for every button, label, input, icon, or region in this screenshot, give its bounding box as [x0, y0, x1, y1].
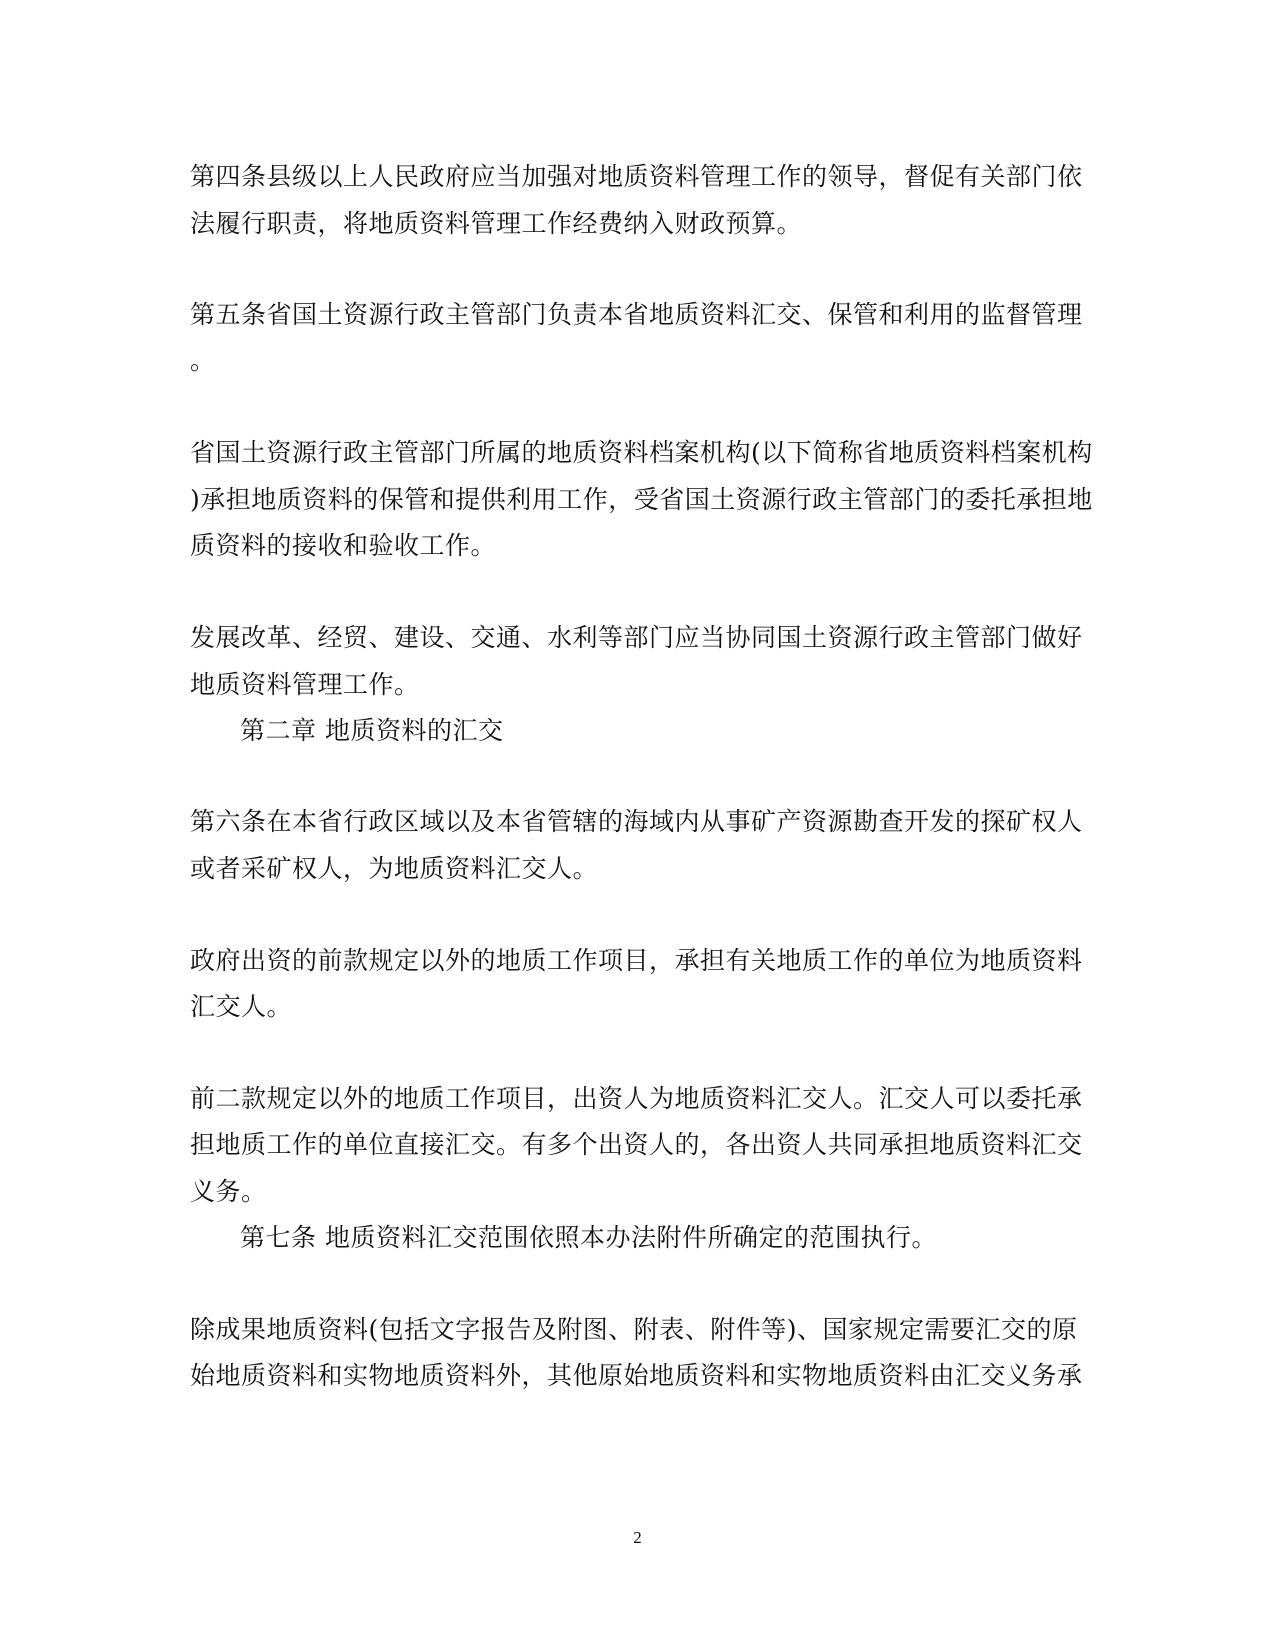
text-line: 除成果地质资料(包括文字报告及附图、附表、附件等)、国家规定需要汇交的原 [190, 1315, 1078, 1344]
text-line: 或者采矿权人，为地质资料汇交人。 [190, 854, 599, 883]
text-line: 政府出资的前款规定以外的地质工作项目，承担有关地质工作的单位为地质资料 [190, 946, 1083, 975]
page-number: 2 [633, 1528, 642, 1547]
text-line: 地质资料管理工作。 [190, 670, 420, 699]
text-line: 省国土资源行政主管部门所属的地质资料档案机构(以下简称省地质资料档案机构 [190, 438, 1093, 467]
text-line: 汇交人。 [190, 992, 293, 1021]
text-line: 始地质资料和实物地质资料外，其他原始地质资料和实物地质资料由汇交义务承 [190, 1361, 1083, 1390]
article-heading: 第七条 地质资料汇交范围依照本办法附件所确定的范围执行。 [240, 1223, 937, 1252]
text-line: 。 [190, 346, 216, 375]
text-line: 第五条省国土资源行政主管部门负责本省地质资料汇交、保管和利用的监督管理 [190, 300, 1083, 329]
chapter-heading: 第二章 地质资料的汇交 [240, 716, 504, 745]
text-line: 前二款规定以外的地质工作项目，出资人为地质资料汇交人。汇交人可以委托承 [190, 1084, 1083, 1113]
text-line: 义务。 [190, 1177, 267, 1206]
text-line: 质资料的接收和验收工作。 [190, 531, 497, 560]
text-line: 发展改革、经贸、建设、交通、水利等部门应当协同国土资源行政主管部门做好 [190, 623, 1083, 652]
text-line: 第四条县级以上人民政府应当加强对地质资料管理工作的领导，督促有关部门依 [190, 162, 1083, 191]
text-line: 法履行职责，将地质资料管理工作经费纳入财政预算。 [190, 209, 803, 238]
text-line: )承担地质资料的保管和提供利用工作，受省国土资源行政主管部门的委托承担地 [190, 485, 1093, 514]
text-line: 担地质工作的单位直接汇交。有多个出资人的，各出资人共同承担地质资料汇交 [190, 1130, 1083, 1159]
text-line: 第六条在本省行政区域以及本省管辖的海域内从事矿产资源勘查开发的探矿权人 [190, 807, 1083, 836]
